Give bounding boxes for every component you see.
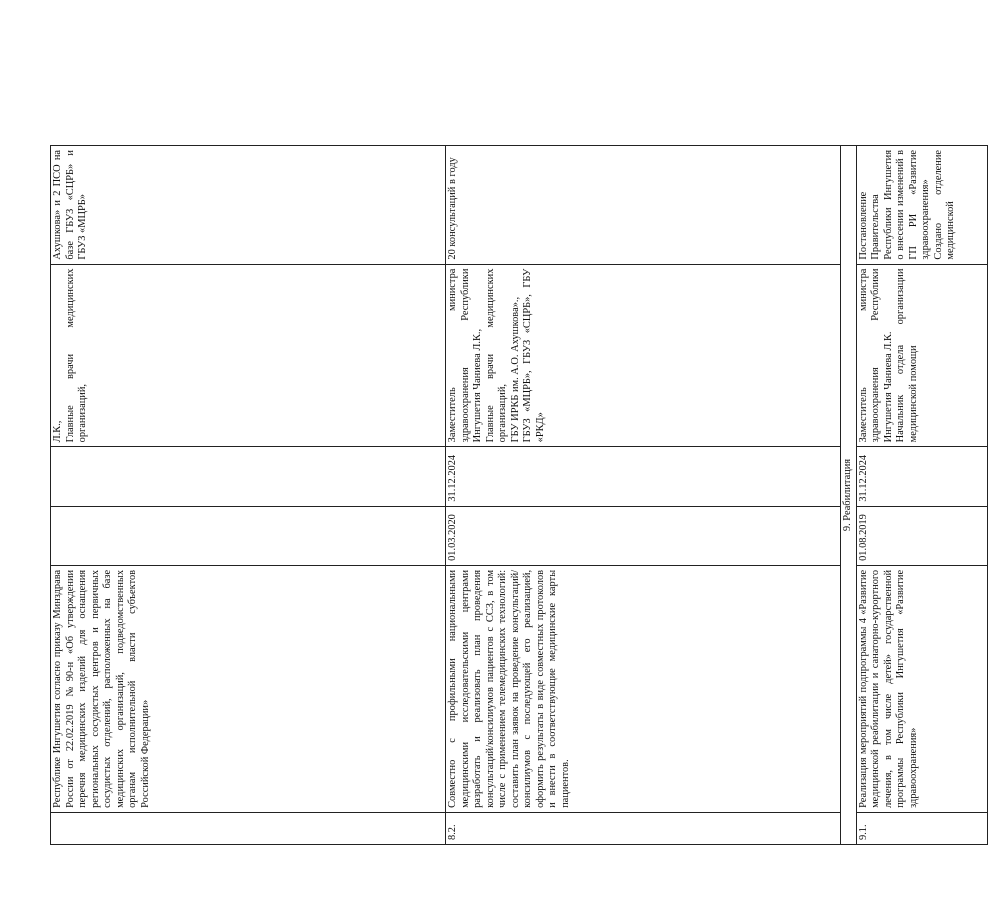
section-header-row <box>841 146 857 845</box>
responsible-cell: Заместитель министра здравоохранения Республики Ингушетия Чаниева Л.К., Главные врачи медицинских организаций, ГБУ ИРКБ им. А.О. Ахушкова»., ГБУЗ «МЦРБ», ГБУЗ «СЦРБ», ГБУ «РКД» <box>446 264 841 447</box>
responsible-cell: Л.К., Главные врачи медицинских организаций, <box>51 264 446 447</box>
row-number-cell <box>51 812 446 844</box>
table-row <box>856 146 987 845</box>
section-title: 9. Реабилитация <box>841 146 857 845</box>
rotated-table-wrapper <box>50 145 956 845</box>
measure-cell: Реализация мероприятий подпрограммы 4 «Развитие медицинской реабилитации и санаторно-курортного лечения, в том числе детей» государственной программы Республики Ингушетия «Развитие здравоохранения» <box>856 565 987 812</box>
measure-cell: Совместно с профильными национальными медицинскими исследовательскими центрами разработать и реализовать план проведения консультаций/консилиумов пациентов с ССЗ, в том числе с применением телемедицинских технологий: составить план заявок на проведение консультаций/консилиумов с последующей его реализацией, оформить результаты в виде совместных протоколов и внести в соответствующие медицинские карты пациентов. <box>446 565 841 812</box>
start-date-cell: 01.03.2020 <box>446 506 841 565</box>
table-row <box>446 146 841 845</box>
measures-table <box>50 145 988 845</box>
table-row <box>51 146 446 845</box>
row-number-cell: 8.2. <box>446 812 841 844</box>
end-date-cell: 31.12.2024 <box>856 447 987 506</box>
result-cell: 20 консультаций в году <box>446 146 841 265</box>
row-number-cell: 9.1. <box>856 812 987 844</box>
responsible-cell: Заместитель министра здравоохранения Республики Ингушетия Чаниева Л.К. Начальник отдела организации медицинской помощи <box>856 264 987 447</box>
start-date-cell: 01.08.2019 <box>856 506 987 565</box>
result-cell: Постановление Правительства Республики Ингушетия о внесении изменений в ГП РИ «Развитие здравоохранения» Создано отделение медицинской <box>856 146 987 265</box>
end-date-cell <box>51 447 446 506</box>
end-date-cell: 31.12.2024 <box>446 447 841 506</box>
measure-cell: Республике Ингушетия согласно приказу Минздрава России от 22.02.2019 №90-н «Об утверждении перечня медицинских изделий для оснащения региональных сосудистых центров и первичных сосудистых отделений, расположенных на базе медицинских организаций, подведомственных органам исполнительной власти субъектов Российской Федерации» <box>51 565 446 812</box>
result-cell: Ахушкова» и 2 ПСО на базе ГБУЗ «СЦРБ» и ГБУЗ «МЦРБ» <box>51 146 446 265</box>
start-date-cell <box>51 506 446 565</box>
